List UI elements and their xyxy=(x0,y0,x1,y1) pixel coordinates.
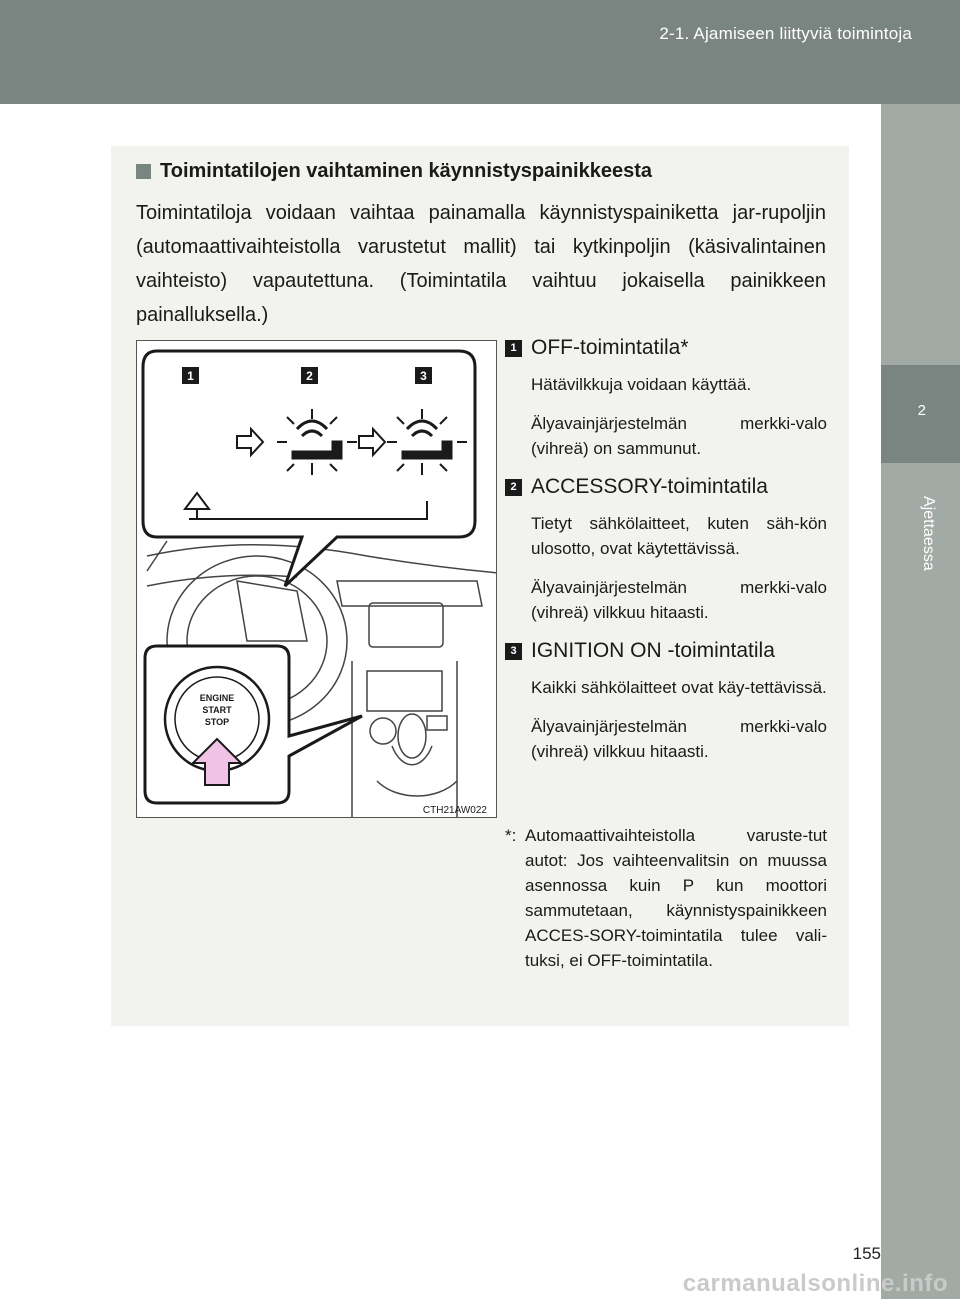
mode-title: ACCESSORY-toimintatila xyxy=(531,475,768,498)
section-heading-text: Toimintatilojen vaihtaminen käynnistyspainikkeesta xyxy=(160,160,653,182)
footnote-mark: *: xyxy=(505,826,517,845)
footnote xyxy=(505,823,827,973)
illustration-svg xyxy=(137,341,497,818)
callout-bubble xyxy=(143,351,475,586)
page-number: 155 xyxy=(852,1244,881,1263)
mode-paragraph: Älyavainjärjestelmän merkki-valo (vihreä) vilkkuu hitaasti. xyxy=(531,717,827,761)
mode-paragraph: Tietyt sähkölaitteet, kuten säh-kön ulosotto, ovat käytettävissä. xyxy=(531,514,827,558)
button-text-engine: ENGINE xyxy=(199,693,235,703)
mode-item-head xyxy=(505,475,827,499)
mode-title: OFF-toimintatila* xyxy=(531,336,689,359)
side-strip-lower xyxy=(881,463,960,1299)
mode-paragraph: Älyavainjärjestelmän merkki-valo (vihreä) vilkkuu hitaasti. xyxy=(531,578,827,622)
callout-label-3: 3 xyxy=(420,369,427,383)
mode-badge: 2 xyxy=(505,479,522,496)
watermark: carmanualsonline.info xyxy=(682,1270,948,1297)
mode-item-off xyxy=(505,336,827,461)
illustration xyxy=(136,340,497,818)
mode-badge: 1 xyxy=(505,340,522,357)
mode-item-accessory xyxy=(505,475,827,625)
mode-paragraph: Hätävilkkuja voidaan käyttää. xyxy=(531,375,752,394)
figure-code: CTH21AW022 xyxy=(422,805,487,816)
callout-label-1: 1 xyxy=(187,369,194,383)
mode-item-head xyxy=(505,336,827,360)
side-strip-upper xyxy=(881,104,960,365)
mode-paragraph: Kaikki sähkölaitteet ovat käy-tettävissä. xyxy=(531,678,827,697)
footnote-text: Automaattivaihteistolla varuste-tut autot: Jos vaihteenvalitsin on muussa asennossa kuin P kun moottori sammutetaan, käynnistyspainikkeen ACCES-SORY-toimintatila tulee vali-tuksi, ei OFF-toimintatila. xyxy=(525,826,827,970)
header-band xyxy=(0,0,960,104)
callout-label-2: 2 xyxy=(306,369,313,383)
intro-paragraph: Toimintatiloja voidaan vaihtaa painamalla käynnistyspainiketta jar-rupoljin (automaattivaihteistolla varustetut mallit) tai kytkinpoljin (käsivalintainen vaihteisto) vapautettuna. (Toimintatila vaihtuu jokaisella painikkeen painalluksella.) xyxy=(136,202,826,326)
section-heading xyxy=(136,160,652,183)
chapter-label: Ajettaessa xyxy=(920,496,937,571)
mode-item-ignition-on xyxy=(505,639,827,764)
mode-paragraph: Älyavainjärjestelmän merkki-valo (vihreä) on sammunut. xyxy=(531,414,827,458)
button-text-start: START xyxy=(202,705,232,715)
mode-item-head xyxy=(505,639,827,663)
mode-badge: 3 xyxy=(505,643,522,660)
mode-title: IGNITION ON -toimintatila xyxy=(531,639,775,662)
button-text-stop: STOP xyxy=(204,717,230,727)
section-header: 2-1. Ajamiseen liittyviä toimintoja xyxy=(659,24,912,43)
mode-list xyxy=(505,336,827,778)
chapter-number: 2 xyxy=(917,402,926,419)
heading-square-icon xyxy=(136,164,151,179)
